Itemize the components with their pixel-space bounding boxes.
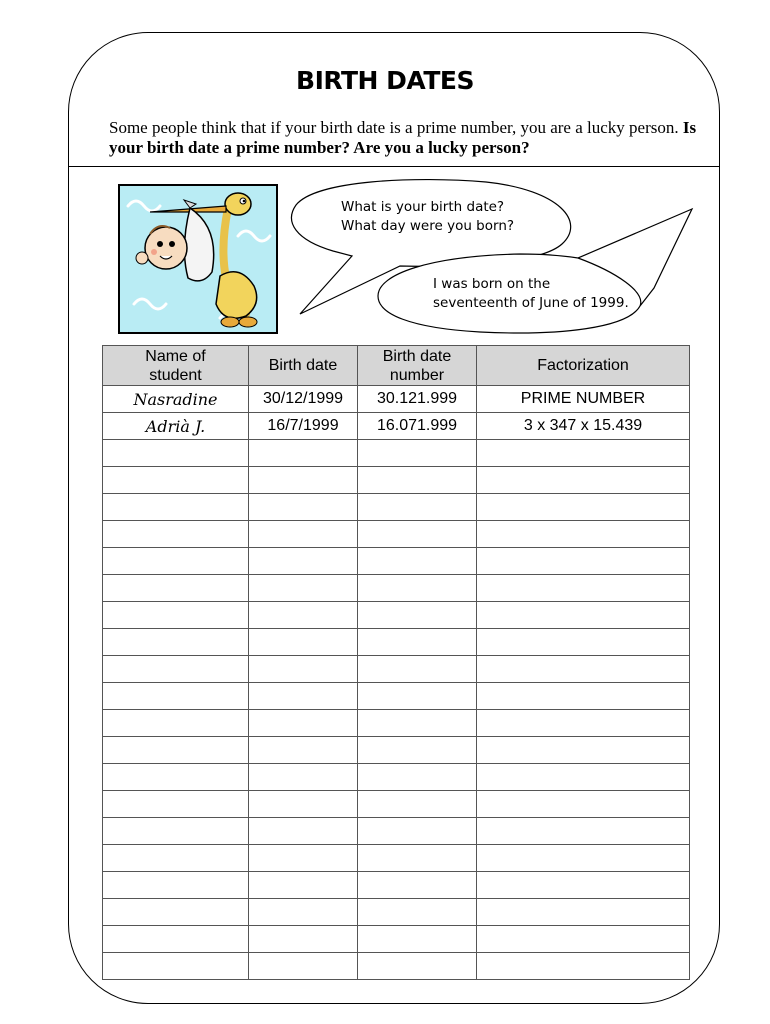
empty-birth-date-cell[interactable] xyxy=(249,872,358,899)
empty-factorization-cell[interactable] xyxy=(477,656,690,683)
empty-row xyxy=(103,683,690,710)
empty-factorization-cell[interactable] xyxy=(477,602,690,629)
empty-birth-date-cell[interactable] xyxy=(249,602,358,629)
empty-birth-date-number-cell[interactable] xyxy=(358,899,477,926)
empty-birth-date-cell[interactable] xyxy=(249,791,358,818)
empty-row xyxy=(103,899,690,926)
empty-row xyxy=(103,953,690,980)
empty-birth-date-number-cell[interactable] xyxy=(358,872,477,899)
table-row xyxy=(103,413,690,440)
empty-factorization-cell[interactable] xyxy=(477,440,690,467)
empty-birth-date-cell[interactable] xyxy=(249,575,358,602)
empty-factorization-cell[interactable] xyxy=(477,548,690,575)
header-row xyxy=(103,346,690,386)
question-line-1: What is your birth date? xyxy=(341,199,505,215)
empty-row xyxy=(103,656,690,683)
empty-row xyxy=(103,440,690,467)
empty-student-name-cell[interactable] xyxy=(103,872,249,899)
empty-row xyxy=(103,521,690,548)
answer-line-2: seventeenth of June of 1999. xyxy=(433,295,629,311)
empty-birth-date-cell[interactable] xyxy=(249,521,358,548)
empty-birth-date-cell[interactable] xyxy=(249,494,358,521)
empty-birth-date-cell[interactable] xyxy=(249,683,358,710)
empty-row xyxy=(103,494,690,521)
empty-student-name-cell[interactable] xyxy=(103,818,249,845)
empty-row xyxy=(103,467,690,494)
empty-student-name-cell[interactable] xyxy=(103,656,249,683)
empty-birth-date-cell[interactable] xyxy=(249,845,358,872)
empty-birth-date-number-cell[interactable] xyxy=(358,683,477,710)
factorization: PRIME NUMBER xyxy=(477,386,690,413)
empty-row xyxy=(103,602,690,629)
empty-birth-date-number-cell[interactable] xyxy=(358,602,477,629)
empty-student-name-cell[interactable] xyxy=(103,494,249,521)
empty-birth-date-number-cell[interactable] xyxy=(358,494,477,521)
speech-bubbles xyxy=(0,0,770,340)
empty-factorization-cell[interactable] xyxy=(477,737,690,764)
empty-row xyxy=(103,818,690,845)
empty-birth-date-number-cell[interactable] xyxy=(358,737,477,764)
empty-row xyxy=(103,629,690,656)
empty-birth-date-cell[interactable] xyxy=(249,710,358,737)
empty-row xyxy=(103,548,690,575)
empty-birth-date-number-cell[interactable] xyxy=(358,791,477,818)
empty-student-name-cell[interactable] xyxy=(103,737,249,764)
empty-birth-date-number-cell[interactable] xyxy=(358,440,477,467)
empty-row xyxy=(103,575,690,602)
empty-student-name-cell[interactable] xyxy=(103,899,249,926)
empty-student-name-cell[interactable] xyxy=(103,764,249,791)
empty-birth-date-cell[interactable] xyxy=(249,440,358,467)
empty-row xyxy=(103,710,690,737)
intro-question: Is your birth date a prime number? Are you a lucky person? xyxy=(109,118,697,157)
empty-factorization-cell[interactable] xyxy=(477,521,690,548)
empty-factorization-cell[interactable] xyxy=(477,926,690,953)
empty-row xyxy=(103,791,690,818)
student-name: Nasradine xyxy=(103,386,249,413)
page-title: BIRTH DATES xyxy=(296,66,474,95)
student-name: Adrià J. xyxy=(103,413,249,440)
table-row xyxy=(103,386,690,413)
empty-birth-date-number-cell[interactable] xyxy=(358,467,477,494)
question-line-2: What day were you born? xyxy=(341,218,515,234)
birth-date: 30/12/1999 xyxy=(249,386,358,413)
empty-birth-date-number-cell[interactable] xyxy=(358,629,477,656)
empty-student-name-cell[interactable] xyxy=(103,629,249,656)
empty-student-name-cell[interactable] xyxy=(103,440,249,467)
empty-factorization-cell[interactable] xyxy=(477,467,690,494)
empty-birth-date-cell[interactable] xyxy=(249,737,358,764)
header-factorization: Factorization xyxy=(477,346,690,386)
empty-student-name-cell[interactable] xyxy=(103,548,249,575)
birth-date: 16/7/1999 xyxy=(249,413,358,440)
empty-factorization-cell[interactable] xyxy=(477,953,690,980)
empty-factorization-cell[interactable] xyxy=(477,710,690,737)
empty-birth-date-cell[interactable] xyxy=(249,467,358,494)
empty-birth-date-number-cell[interactable] xyxy=(358,548,477,575)
empty-student-name-cell[interactable] xyxy=(103,845,249,872)
birth-dates-table xyxy=(102,345,690,980)
empty-birth-date-cell[interactable] xyxy=(249,548,358,575)
empty-student-name-cell[interactable] xyxy=(103,521,249,548)
empty-student-name-cell[interactable] xyxy=(103,467,249,494)
empty-factorization-cell[interactable] xyxy=(477,872,690,899)
empty-row xyxy=(103,845,690,872)
empty-birth-date-number-cell[interactable] xyxy=(358,656,477,683)
empty-birth-date-cell[interactable] xyxy=(249,953,358,980)
empty-factorization-cell[interactable] xyxy=(477,899,690,926)
empty-birth-date-cell[interactable] xyxy=(249,764,358,791)
factorization: 3 x 347 x 15.439 xyxy=(477,413,690,440)
empty-row xyxy=(103,737,690,764)
empty-student-name-cell[interactable] xyxy=(103,953,249,980)
header-birth-date: Birth date xyxy=(249,346,358,386)
header-name: Name of student xyxy=(103,346,249,386)
empty-birth-date-number-cell[interactable] xyxy=(358,818,477,845)
empty-factorization-cell[interactable] xyxy=(477,845,690,872)
birth-date-number: 30.121.999 xyxy=(358,386,477,413)
empty-student-name-cell[interactable] xyxy=(103,575,249,602)
empty-student-name-cell[interactable] xyxy=(103,926,249,953)
empty-factorization-cell[interactable] xyxy=(477,764,690,791)
empty-birth-date-cell[interactable] xyxy=(249,629,358,656)
empty-student-name-cell[interactable] xyxy=(103,710,249,737)
empty-factorization-cell[interactable] xyxy=(477,818,690,845)
empty-birth-date-number-cell[interactable] xyxy=(358,521,477,548)
empty-birth-date-cell[interactable] xyxy=(249,926,358,953)
empty-row xyxy=(103,926,690,953)
empty-student-name-cell[interactable] xyxy=(103,602,249,629)
empty-birth-date-number-cell[interactable] xyxy=(358,710,477,737)
empty-factorization-cell[interactable] xyxy=(477,575,690,602)
empty-factorization-cell[interactable] xyxy=(477,683,690,710)
question-bubble-text xyxy=(341,198,514,236)
answer-line-1: I was born on the xyxy=(433,276,551,292)
empty-birth-date-number-cell[interactable] xyxy=(358,926,477,953)
empty-factorization-cell[interactable] xyxy=(477,494,690,521)
empty-factorization-cell[interactable] xyxy=(477,791,690,818)
empty-row xyxy=(103,872,690,899)
empty-birth-date-number-cell[interactable] xyxy=(358,764,477,791)
empty-factorization-cell[interactable] xyxy=(477,629,690,656)
answer-bubble-text xyxy=(433,275,629,313)
empty-student-name-cell[interactable] xyxy=(103,791,249,818)
empty-birth-date-cell[interactable] xyxy=(249,818,358,845)
empty-birth-date-number-cell[interactable] xyxy=(358,953,477,980)
empty-birth-date-cell[interactable] xyxy=(249,656,358,683)
empty-row xyxy=(103,764,690,791)
birth-date-number: 16.071.999 xyxy=(358,413,477,440)
empty-birth-date-number-cell[interactable] xyxy=(358,845,477,872)
empty-birth-date-cell[interactable] xyxy=(249,899,358,926)
empty-birth-date-number-cell[interactable] xyxy=(358,575,477,602)
intro-text: Some people think that if your birth date is a prime number, you are a lucky person. xyxy=(109,118,683,137)
header-birth-date-number: Birth date number xyxy=(358,346,477,386)
empty-student-name-cell[interactable] xyxy=(103,683,249,710)
